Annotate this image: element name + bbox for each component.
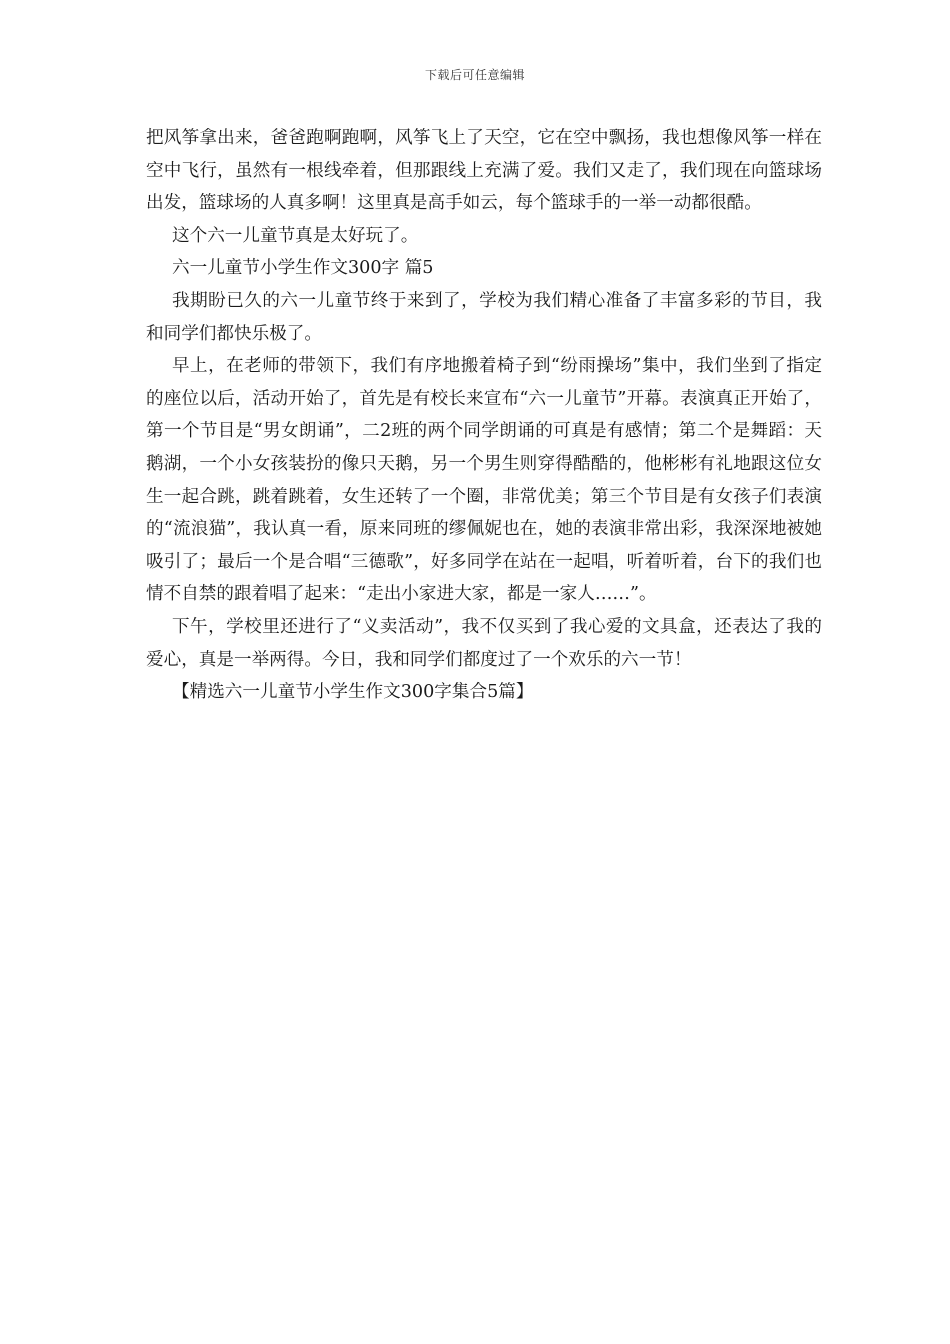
document-footer-title: 【精选六一儿童节小学生作文300字集合5篇】 [172,682,534,703]
page-header: 下载后可任意编辑 [424,68,525,82]
document-body [146,122,822,709]
paragraph-intro: 我期盼已久的六一儿童节终于来到了，学校为我们精心准备了丰富多彩的节目，我和同学们都快乐极了。 [146,290,822,344]
paragraph-morning: 早上，在老师的带领下，我们有序地搬着椅子到“纷雨操场”集中，我们坐到了指定的座位以后，活动开始了，首先是有校长来宣布“六一儿童节”开幕。表演真正开始了，第一个节目是“男女朗诵”，二2班的两个同学朗诵的可真是有感情；第二个是舞蹈：天鹅湖，一个小女孩装扮的像只天鹅，另一个男生则穿得酷酷的，他彬彬有礼地跟这位女生一起合跳，跳着跳着，女生还转了一个圈，非常优美；第三个节目是有女孩子们表演的“流浪猫”，我认真一看，原来同班的缪佩妮也在，她的表演非常出彩，我深深地被她吸引了；最后一个是合唱“三德歌”，好多同学在站在一起唱，听着听着，台下的我们也情不自禁的跟着唱了起来：“走出小家进大家，都是一家人……”。 [146,356,822,605]
paragraph-continued: 把风筝拿出来，爸爸跑啊跑啊，风筝飞上了天空，它在空中飘扬，我也想像风筝一样在空中飞行，虽然有一根线牵着，但那跟线上充满了爱。我们又走了，我们现在向篮球场出发，篮球场的人真多啊！这里真是高手如云，每个篮球手的一举一动都很酷。 [146,128,822,214]
paragraph-afternoon: 下午，学校里还进行了“义卖活动”，我不仅买到了我心爱的文具盒，还表达了我的爱心，真是一举两得。今日，我和同学们都度过了一个欢乐的六一节！ [146,616,822,670]
section-heading: 六一儿童节小学生作文300字 篇5 [172,258,434,279]
paragraph-conclusion: 这个六一儿童节真是太好玩了。 [172,225,419,246]
